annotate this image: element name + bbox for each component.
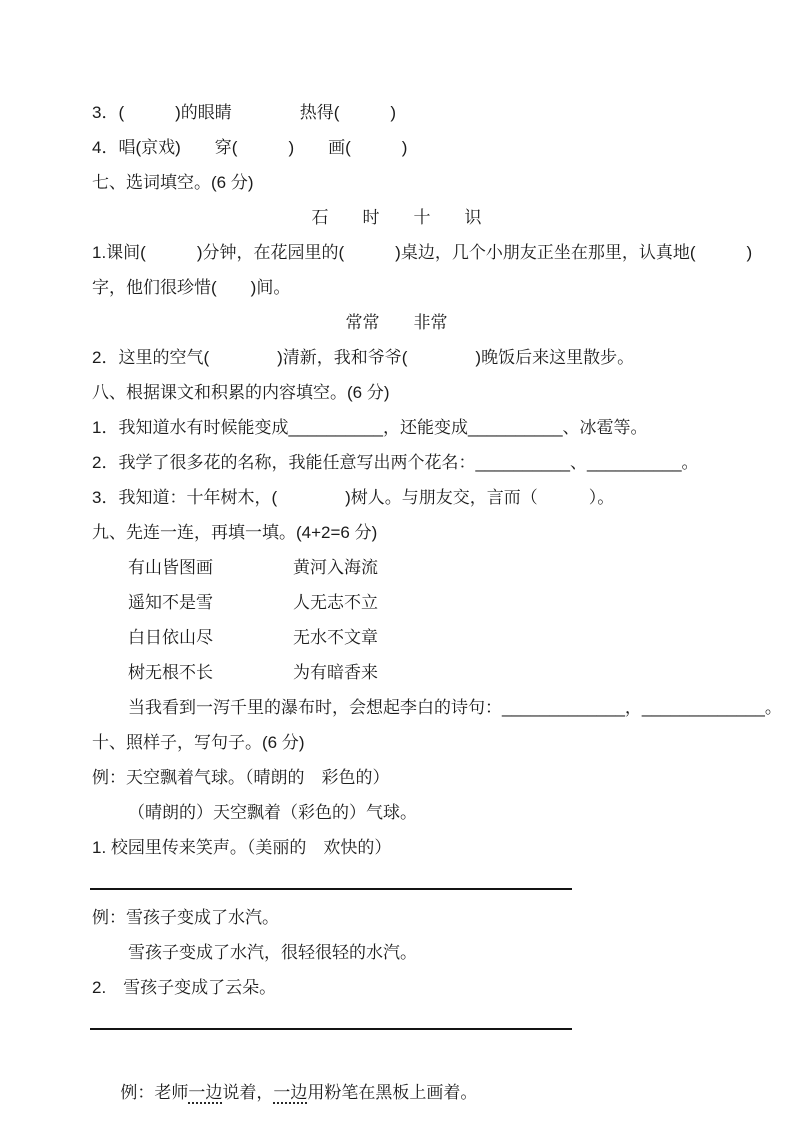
section-10-example-2-answer: 雪孩子变成了水汽，很轻很轻的水汽。 <box>128 943 417 962</box>
answer-line-2 <box>92 1005 773 1040</box>
match-right-text: 为有暗香来 <box>293 663 378 682</box>
example-3-emphasized: 一边 <box>188 1083 223 1102</box>
example-3-segment: 用粉笔在黑板上画着。 <box>307 1083 478 1102</box>
section-10-example-3 <box>92 1040 773 1102</box>
match-row <box>92 585 773 620</box>
match-right-text: 无水不文章 <box>293 628 378 647</box>
match-right-text: 人无志不立 <box>293 593 378 612</box>
section-10-example-1-answer: （晴朗的）天空飘着（彩色的）气球。 <box>128 803 417 822</box>
section-8-q3: 3．我知道：十年树木，( )树人。与朋友交，言而（ ）。 <box>92 488 615 507</box>
answer-rule <box>90 888 572 890</box>
match-row <box>92 655 773 690</box>
section-9-title: 九、先连一连，再填一填。(4+2=6 分) <box>92 523 378 542</box>
example-3-segment: 说着， <box>222 1083 274 1102</box>
section-8-q1: 1．我知道水有时候能变成__________，还能变成__________、冰雹等。 <box>92 418 648 437</box>
section-8-title: 八、根据课文和积累的内容填空。(6 分) <box>92 383 390 402</box>
question-4: 4．唱(京戏) 穿( ) 画( ) <box>92 138 408 157</box>
section-10-q2: 2. 雪孩子变成了云朵。 <box>92 978 277 997</box>
section-10-title: 十、照样子，写句子。(6 分) <box>92 733 305 752</box>
match-left-text: 树无根不长 <box>128 663 213 682</box>
section-7-q2: 2．这里的空气( )清新，我和爷爷( )晚饭后来这里散步。 <box>92 348 635 367</box>
section-7-word-bank-2: 常常 非常 <box>345 313 448 332</box>
section-9-fill-blank: 当我看到一泻千里的瀑布时，会想起李白的诗句：_____________，_____________。 <box>128 698 782 717</box>
section-7-q1-line-1: 1.课间( )分钟，在花园里的( )桌边，几个小朋友正坐在那里，认真地( ) <box>92 243 753 262</box>
example-3-segment: 例：老师 <box>120 1083 189 1102</box>
answer-line-1 <box>92 865 773 900</box>
section-8-q2: 2．我学了很多花的名称，我能任意写出两个花名：__________、__________。 <box>92 453 699 472</box>
match-left-text: 白日依山尽 <box>128 628 213 647</box>
section-10-q1: 1. 校园里传来笑声。（美丽的 欢快的） <box>92 838 392 857</box>
match-left-text: 遥知不是雪 <box>128 593 213 612</box>
section-10-example-2: 例：雪孩子变成了水汽。 <box>92 908 279 927</box>
answer-rule <box>90 1028 572 1030</box>
section-7-q1-line-2: 字，他们很珍惜( )间。 <box>92 278 291 297</box>
match-left-text: 有山皆图画 <box>128 558 213 577</box>
section-7-word-bank: 石 时 十 识 <box>311 208 482 227</box>
match-row <box>92 620 773 655</box>
section-10-example-1: 例：天空飘着气球。（晴朗的 彩色的） <box>92 768 390 787</box>
question-3: 3．( )的眼睛 热得( ) <box>92 103 397 122</box>
example-3-emphasized: 一边 <box>273 1083 308 1102</box>
match-right-text: 黄河入海流 <box>293 558 378 577</box>
section-7-title: 七、选词填空。(6 分) <box>92 173 254 192</box>
match-row <box>92 550 773 585</box>
